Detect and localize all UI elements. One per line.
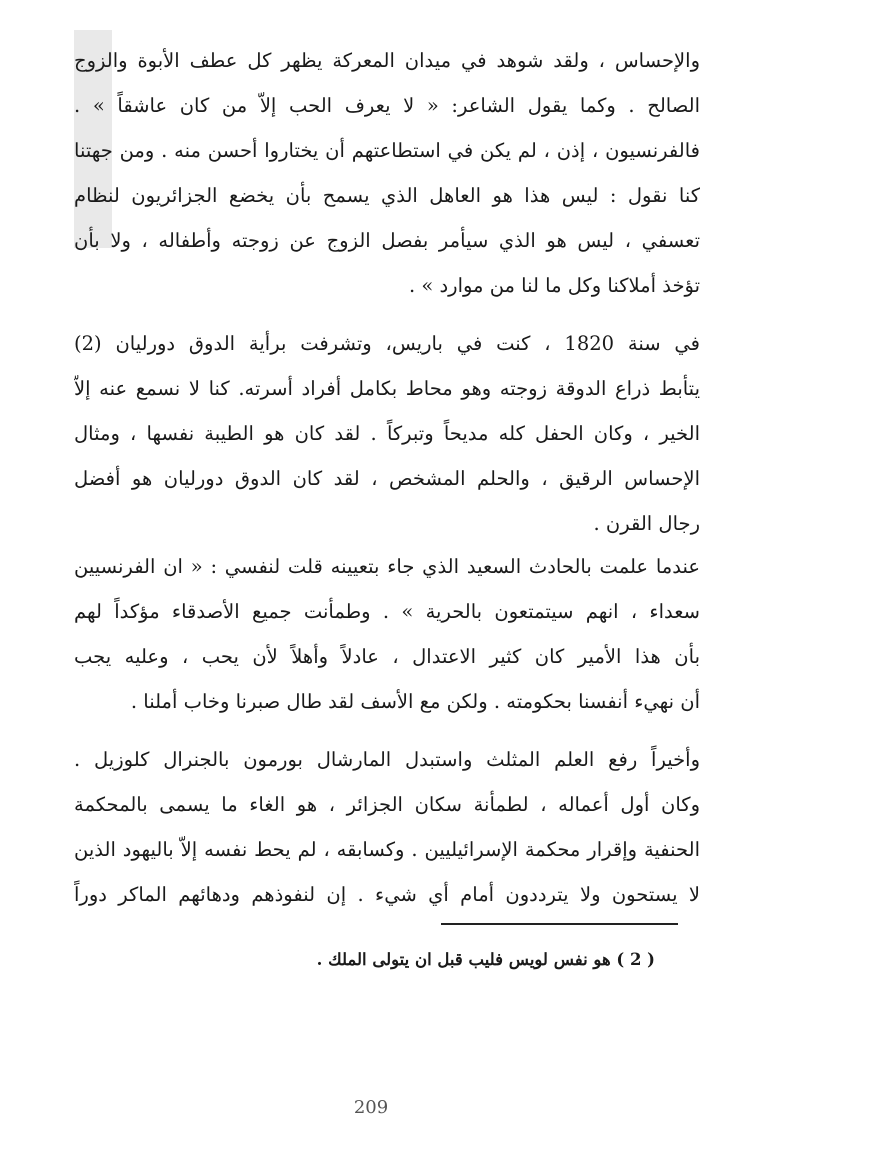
footnote-divider [441,923,678,925]
page-number: 209 [353,1097,389,1118]
text-line: رجال القرن . [593,512,700,535]
text-line: الصالح . وكما يقول الشاعر: « لا يعرف الحب إلاّ من كان عاشقاً » . [74,94,700,117]
text-line: بأن هذا الأمير كان كثير الاعتدال ، عادلاً وأهلاً لأن يحب ، وعليه يجب [74,645,700,668]
text-line: الخير ، وكان الحفل كله مديحاً وتبركاً . لقد كان هو الطيبة نفسها ، ومثال [74,422,700,445]
text-line: تعسفي ، ليس هو الذي سيأمر بفصل الزوج عن زوجته وأطفاله ، ولا بأن [74,229,700,252]
paragraph-3 [74,544,700,724]
text-line: سعداء ، انهم سيتمتعون بالحرية » . وطمأنت جميع الأصدقاء مؤكداً لهم [74,600,700,623]
text-line: الحنفية وإقرار محكمة الإسرائيليين . وكسابقه ، لم يحط نفسه إلاّ باليهود الذين [74,838,700,861]
text-line: عندما علمت بالحادث السعيد الذي جاء بتعيينه قلت لنفسي : « ان الفرنسيين [74,555,700,578]
text-line: والإحساس ، ولقد شوهد في ميدان المعركة يظهر كل عطف الأبوة والزوج [74,49,700,72]
text-line: في سنة 1820 ، كنت في باريس، وتشرفت برأية الدوق دورليان (2) [74,332,700,355]
paragraph-4 [74,737,700,917]
text-line: كنا نقول : ليس هذا هو العاهل الذي يسمح بأن يخضع الجزائريون لنظام [74,184,700,207]
text-line: وكان أول أعماله ، لطمأنة سكان الجزائر ، هو الغاء ما يسمى بالمحكمة [74,793,700,816]
text-line: الإحساس الرقيق ، والحلم المشخص ، لقد كان الدوق دورليان هو أفضل [74,467,700,490]
footnote: ( 2 ) هو نفس لويس فليب قبل ان يتولى الملك . [316,950,655,969]
text-line: أن نهيء أنفسنا بحكومته . ولكن مع الأسف لقد طال صبرنا وخاب أملنا . [130,690,700,713]
text-line: وأخيراً رفع العلم المثلث واستبدل المارشال بورمون بالجنرال كلوزيل . [74,748,700,771]
text-line: لا يستحون ولا يترددون أمام أي شيء . إن لنفوذهم ودهائهم الماكر دوراً [74,883,700,906]
paragraph-1 [74,38,700,308]
paragraph-2 [74,321,700,546]
text-line: يتأبط ذراع الدوقة زوجته وهو محاط بكامل أفراد أسرته. كنا لا نسمع عنه إلاّ [74,377,700,400]
text-line: فالفرنسيون ، إذن ، لم يكن في استطاعتهم أن يختاروا أحسن منه . ومن جهتنا [74,139,700,162]
text-line: تؤخذ أملاكنا وكل ما لنا من موارد » . [408,274,700,297]
